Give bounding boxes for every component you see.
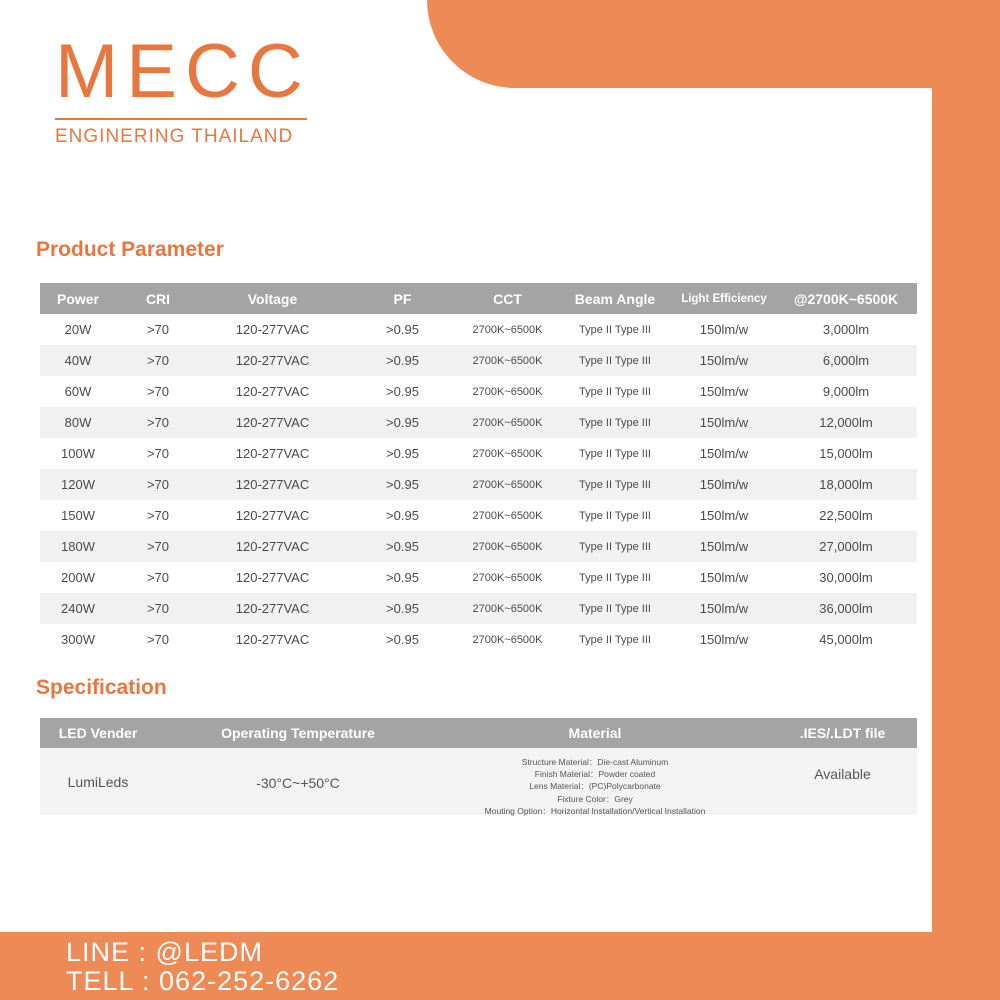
table-row [40, 500, 917, 531]
cell-lumen: 6,000lm [822, 353, 870, 368]
cell-beam: Type II Type III [579, 571, 651, 584]
cell-voltage: 120-277VAC [235, 353, 310, 368]
cell-beam: Type II Type III [579, 478, 651, 491]
header-cri: CRI [145, 290, 171, 307]
header-voltage: Voltage [247, 290, 298, 307]
cell-efficiency: 150lm/w [699, 601, 749, 616]
cell-power: 200W [61, 570, 95, 585]
cell-lumen: 9,000lm [822, 384, 870, 399]
cell-cri: >70 [146, 539, 170, 554]
table-row [40, 624, 917, 655]
cell-cri: >70 [146, 446, 170, 461]
cell-efficiency: 150lm/w [699, 477, 749, 492]
cell-lumen: 45,000lm [819, 632, 873, 647]
cell-lumen: 30,000lm [819, 570, 873, 585]
spec-body-row [40, 748, 917, 815]
cell-power: 150W [61, 508, 95, 523]
cell-pf: >0.95 [386, 384, 419, 399]
cell-cri: >70 [146, 322, 170, 337]
specification-title: Specification [36, 676, 167, 699]
cell-beam: Type II Type III [579, 633, 651, 646]
cell-efficiency: 150lm/w [699, 322, 749, 337]
brand-name: MECC [55, 29, 311, 114]
cell-lumen: 12,000lm [819, 415, 873, 430]
cell-cct: 2700K~6500K [472, 478, 543, 491]
cell-lumen: 36,000lm [819, 601, 873, 616]
material-line: Fixture Color：Grey [557, 793, 633, 804]
cell-lumen: 22,500lm [819, 508, 873, 523]
cell-efficiency: 150lm/w [699, 415, 749, 430]
cell-voltage: 120-277VAC [235, 384, 310, 399]
cell-voltage: 120-277VAC [235, 446, 310, 461]
cell-lumen: 27,000lm [819, 539, 873, 554]
cell-cct: 2700K~6500K [472, 416, 543, 429]
spec-vendor-value: LumiLeds [67, 773, 129, 790]
cell-power: 120W [61, 477, 95, 492]
cell-lumen: 18,000lm [819, 477, 873, 492]
cell-efficiency: 150lm/w [699, 539, 749, 554]
table-row [40, 562, 917, 593]
header-pf: PF [393, 290, 412, 307]
cell-cri: >70 [146, 415, 170, 430]
cell-voltage: 120-277VAC [235, 632, 310, 647]
cell-pf: >0.95 [386, 322, 419, 337]
cell-cri: >70 [146, 384, 170, 399]
table-row [40, 438, 917, 469]
cell-power: 300W [61, 632, 95, 647]
cell-voltage: 120-277VAC [235, 415, 310, 430]
product-parameter-table [40, 283, 917, 655]
cell-voltage: 120-277VAC [235, 539, 310, 554]
cell-power: 20W [64, 322, 92, 337]
cell-efficiency: 150lm/w [699, 353, 749, 368]
cell-pf: >0.95 [386, 446, 419, 461]
cell-cct: 2700K~6500K [472, 571, 543, 584]
spec-temperature-value: -30°C~+50°C [256, 774, 340, 791]
header-cct: CCT [493, 290, 522, 307]
cell-cri: >70 [146, 601, 170, 616]
table-row [40, 314, 917, 345]
cell-pf: >0.95 [386, 570, 419, 585]
header-beam-angle: Beam Angle [574, 290, 656, 307]
cell-voltage: 120-277VAC [235, 601, 310, 616]
orange-corner-panel [427, 0, 1000, 88]
cell-beam: Type II Type III [579, 447, 651, 460]
spec-material-list [445, 756, 745, 817]
cell-beam: Type II Type III [579, 416, 651, 429]
cell-beam: Type II Type III [579, 385, 651, 398]
cell-pf: >0.95 [386, 415, 419, 430]
cell-cri: >70 [146, 353, 170, 368]
cell-efficiency: 150lm/w [699, 384, 749, 399]
cell-cct: 2700K~6500K [472, 447, 543, 460]
table-row [40, 407, 917, 438]
cell-cri: >70 [146, 508, 170, 523]
material-line: Mouting Option：Horizontal Installation/Vertical Installation [484, 805, 706, 816]
table-row [40, 345, 917, 376]
cell-power: 240W [61, 601, 95, 616]
cell-cri: >70 [146, 477, 170, 492]
cell-power: 80W [64, 415, 92, 430]
contact-phone: TELL : 062-252-6262 [66, 966, 340, 996]
cell-cct: 2700K~6500K [472, 540, 543, 553]
cell-cct: 2700K~6500K [472, 323, 543, 336]
cell-beam: Type II Type III [579, 354, 651, 367]
header-power: Power [56, 290, 99, 307]
cell-voltage: 120-277VAC [235, 570, 310, 585]
cell-power: 180W [61, 539, 95, 554]
cell-efficiency: 150lm/w [699, 632, 749, 647]
brand-tagline: ENGINERING THAILAND [55, 126, 294, 147]
cell-cri: >70 [146, 632, 170, 647]
table-header-row [40, 283, 917, 314]
spec-file-value: Available [814, 766, 871, 782]
cell-voltage: 120-277VAC [235, 508, 310, 523]
cell-cri: >70 [146, 570, 170, 585]
spec-header-temperature: Operating Temperature [221, 725, 375, 741]
material-line: Structure Material：Die-cast Aluminum [521, 757, 669, 767]
cell-lumen: 3,000lm [822, 322, 870, 337]
brand-logo [55, 29, 311, 148]
cell-beam: Type II Type III [579, 602, 651, 615]
cell-cct: 2700K~6500K [472, 633, 543, 646]
cell-pf: >0.95 [386, 632, 419, 647]
cell-beam: Type II Type III [579, 509, 651, 522]
cell-cct: 2700K~6500K [472, 385, 543, 398]
table-row [40, 469, 917, 500]
cell-cct: 2700K~6500K [472, 602, 543, 615]
cell-efficiency: 150lm/w [699, 446, 749, 461]
specification-table [40, 718, 917, 815]
product-parameter-title: Product Parameter [36, 238, 224, 261]
contact-line: LINE : @LEDM [66, 937, 263, 967]
cell-lumen: 15,000lm [819, 446, 873, 461]
cell-cct: 2700K~6500K [472, 509, 543, 522]
cell-pf: >0.95 [386, 353, 419, 368]
spec-header-file: .IES/.LDT file [799, 725, 886, 741]
cell-power: 100W [61, 446, 95, 461]
cell-voltage: 120-277VAC [235, 322, 310, 337]
spec-header-vendor: LED Vender [58, 725, 138, 741]
cell-pf: >0.95 [386, 477, 419, 492]
cell-beam: Type II Type III [579, 540, 651, 553]
logo-divider [55, 118, 307, 120]
table-row [40, 376, 917, 407]
table-row [40, 531, 917, 562]
cell-pf: >0.95 [386, 539, 419, 554]
cell-pf: >0.95 [386, 601, 419, 616]
material-line: Lens Material：(PC)Polycarbonate [529, 781, 661, 792]
cell-beam: Type II Type III [579, 323, 651, 336]
table-row [40, 593, 917, 624]
orange-side-bar [932, 88, 1000, 933]
cell-efficiency: 150lm/w [699, 570, 749, 585]
cell-power: 40W [64, 353, 92, 368]
material-line: Finish Material：Powder coated [534, 769, 656, 780]
header-light-efficiency: Light Efficiency [681, 292, 767, 305]
header-lumen: @2700K~6500K [793, 290, 899, 307]
cell-pf: >0.95 [386, 508, 419, 523]
cell-efficiency: 150lm/w [699, 508, 749, 523]
spec-header-material: Material [568, 725, 622, 741]
cell-power: 60W [64, 384, 92, 399]
cell-voltage: 120-277VAC [235, 477, 310, 492]
spec-header-row [40, 718, 917, 748]
cell-cct: 2700K~6500K [472, 354, 543, 367]
